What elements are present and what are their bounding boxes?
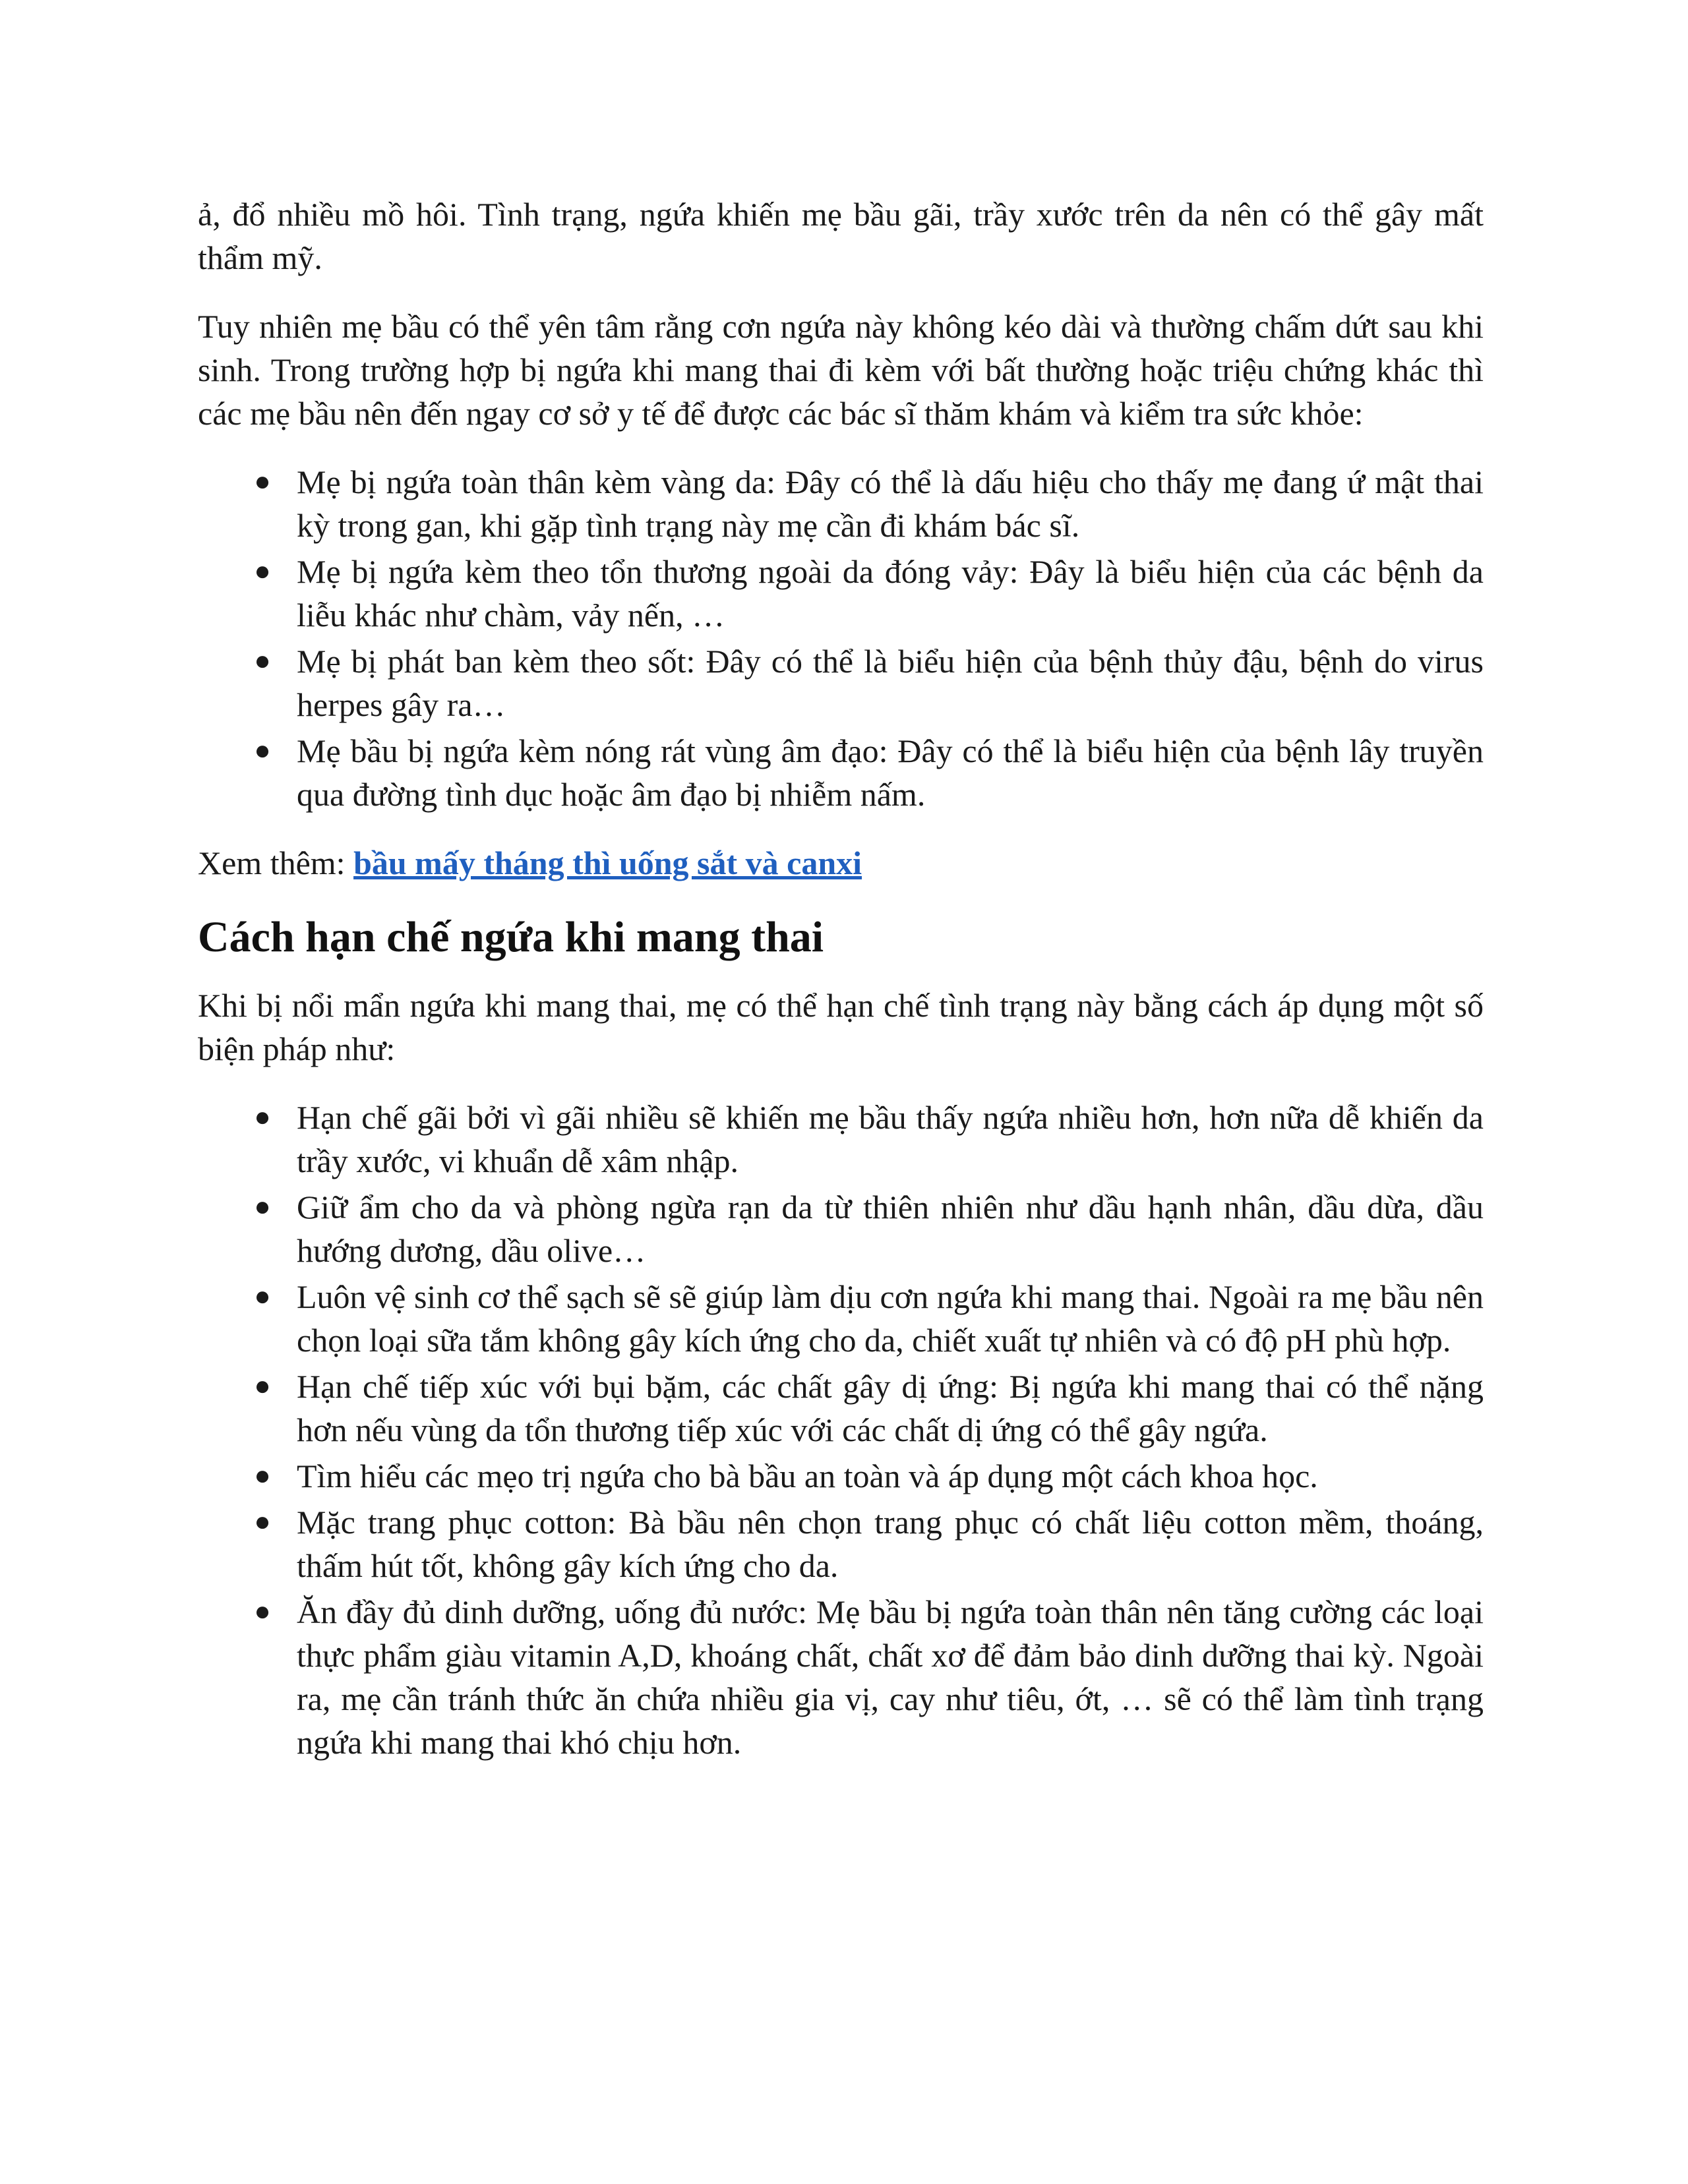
list-item [198,1500,1484,1587]
section-intro: Khi bị nổi mẩn ngứa khi mang thai, mẹ có thể hạn chế tình trạng này bằng cách áp dụng một số biện pháp như: [198,987,1484,1067]
list-item-text: Tìm hiểu các mẹo trị ngứa cho bà bầu an toàn và áp dụng một cách khoa học. [297,1458,1318,1494]
list-item-text: Hạn chế gãi bởi vì gãi nhiều sẽ khiến mẹ bầu thấy ngứa nhiều hơn, hơn nữa dễ khiến da trầy xước, vi khuẩn dễ xâm nhập. [297,1099,1484,1179]
list-item-text: Ăn đầy đủ dinh dưỡng, uống đủ nước: Mẹ bầu bị ngứa toàn thân nên tăng cường các loại thực phẩm giàu vitamin A,D, khoáng chất, chất xơ để đảm bảo dinh dưỡng thai kỳ. Ngoài ra, mẹ cần tránh thức ăn chứa nhiều gia vị, cay như tiêu, ớt, … sẽ có thể làm tình trạng ngứa khi mang thai khó chịu hơn. [297,1593,1484,1761]
list-item [198,1365,1484,1452]
bullet-icon: ● [254,646,271,676]
paragraph: ả, đổ nhiều mồ hôi. Tình trạng, ngứa khiến mẹ bầu gãi, trầy xước trên da nên có thể gây mất thẩm mỹ. [198,196,1484,276]
list-item-text: Giữ ẩm cho da và phòng ngừa rạn da từ thiên nhiên như dầu hạnh nhân, dầu dừa, dầu hướng dương, dầu olive… [297,1189,1484,1269]
bullet-icon: ● [254,1282,271,1312]
paragraph: Tuy nhiên mẹ bầu có thể yên tâm rằng cơn ngứa này không kéo dài và thường chấm dứt sau khi sinh. Trong trường hợp bị ngứa khi mang thai đi kèm với bất thường hoặc triệu chứng khác thì các mẹ bầu nên đến ngay cơ sở y tế để được các bác sĩ thăm khám và kiểm tra sức khỏe: [198,308,1484,432]
list-item-text: Mẹ bầu bị ngứa kèm nóng rát vùng âm đạo: Đây có thể là biểu hiện của bệnh lây truyền qua đường tình dục hoặc âm đạo bị nhiễm nấm. [297,732,1484,813]
bullet-icon: ● [254,1102,271,1133]
list-item-text: Luôn vệ sinh cơ thể sạch sẽ sẽ giúp làm dịu cơn ngứa khi mang thai. Ngoài ra mẹ bầu nên chọn loại sữa tắm không gây kích ứng cho da, chiết xuất tự nhiên và có độ pH phù hợp. [297,1278,1484,1359]
list-item [198,1454,1484,1498]
list-item [198,729,1484,816]
bullet-icon: ● [254,1192,271,1222]
list-item-text: Hạn chế tiếp xúc với bụi bặm, các chất gây dị ứng: Bị ngứa khi mang thai có thể nặng hơn nếu vùng da tổn thương tiếp xúc với các chất dị ứng có thể gây ngứa. [297,1368,1484,1448]
document-body [198,192,1484,1789]
remedy-list [198,1096,1484,1764]
list-item [198,550,1484,637]
list-item-text: Mặc trang phục cotton: Bà bầu nên chọn trang phục có chất liệu cotton mềm, thoáng, thấm hút tốt, không gây kích ứng cho da. [297,1504,1484,1584]
list-item [198,1275,1484,1362]
bullet-icon: ● [254,1507,271,1537]
symptom-list [198,460,1484,816]
see-more-prefix: Xem thêm: [198,844,354,881]
section-heading: Cách hạn chế ngứa khi mang thai [198,913,824,961]
bullet-icon: ● [254,556,271,587]
see-more-line [198,841,1484,885]
list-item-text: Mẹ bị ngứa toàn thân kèm vàng da: Đây có thể là dấu hiệu cho thấy mẹ đang ứ mật thai kỳ trong gan, khi gặp tình trạng này mẹ cần đi khám bác sĩ. [297,463,1484,544]
list-item [198,1096,1484,1183]
bullet-icon: ● [254,467,271,497]
list-item-text: Mẹ bị phát ban kèm theo sốt: Đây có thể là biểu hiện của bệnh thủy đậu, bệnh do virus herpes gây ra… [297,643,1484,723]
bullet-icon: ● [254,1597,271,1627]
bullet-icon: ● [254,1371,271,1402]
list-item-text: Mẹ bị ngứa kèm theo tổn thương ngoài da đóng vảy: Đây là biểu hiện của các bệnh da liễu khác như chàm, vảy nến, … [297,553,1484,634]
see-more-link[interactable]: bầu mấy tháng thì uống sắt và canxi [353,844,862,881]
list-item [198,1185,1484,1272]
list-item [198,1590,1484,1764]
bullet-icon: ● [254,736,271,766]
bullet-icon: ● [254,1461,271,1491]
list-item [198,639,1484,726]
list-item [198,460,1484,547]
